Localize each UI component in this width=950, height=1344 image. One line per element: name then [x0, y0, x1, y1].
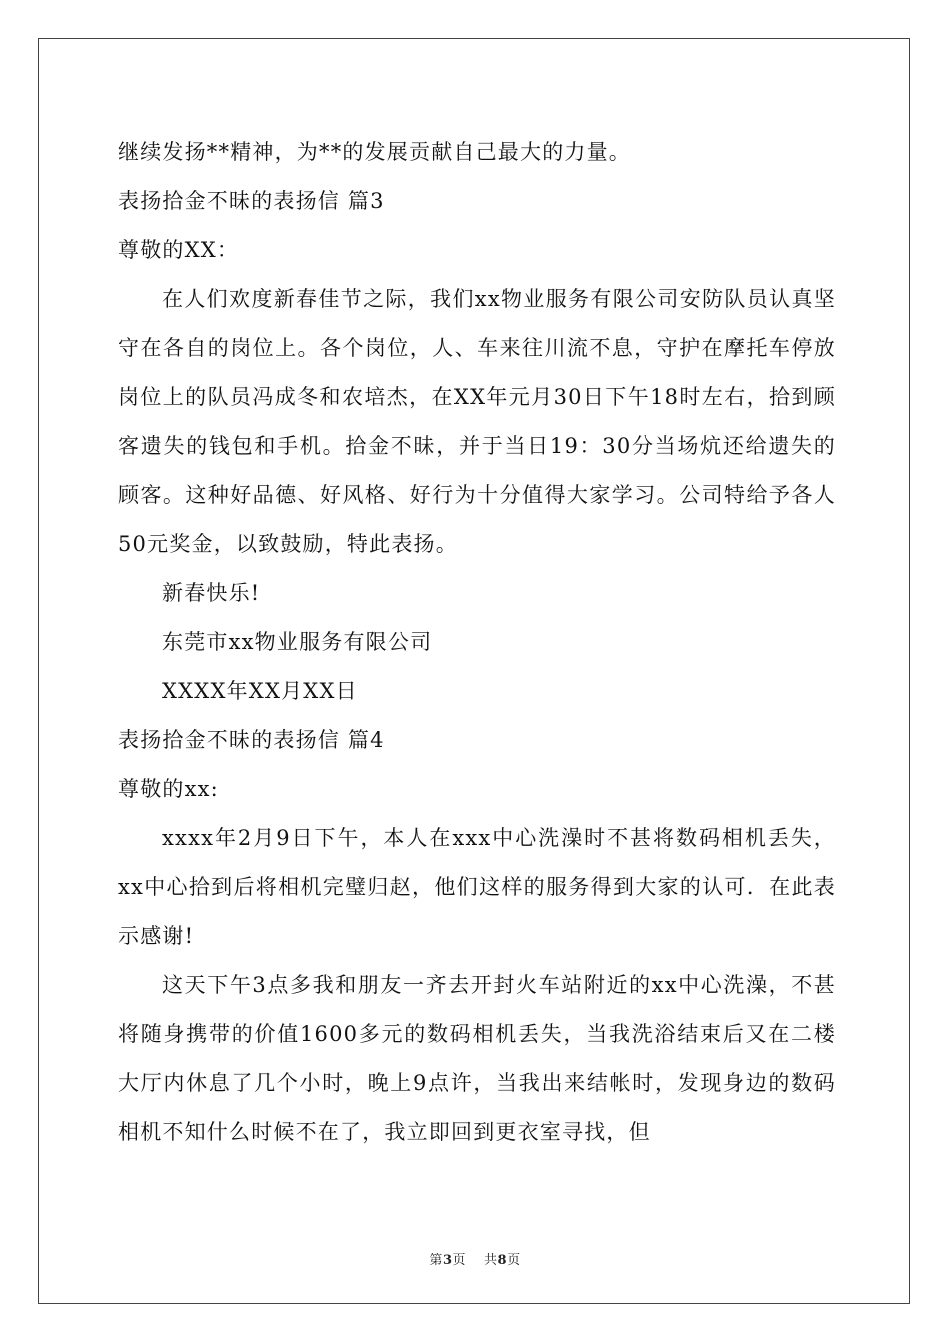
section4-salutation: 尊敬的xx:: [118, 777, 219, 801]
document-body: [118, 128, 836, 1157]
section3-heading: 表扬拾金不昧的表扬信 篇3: [118, 189, 385, 213]
section3-salutation: 尊敬的XX：: [118, 238, 240, 262]
section3-signature: 东莞市xx物业服务有限公司: [162, 630, 433, 654]
page-total: 8: [497, 1253, 508, 1268]
section3-date: XXXX年XX月XX日: [162, 679, 358, 703]
section3-paragraph: 在人们欢度新春佳节之际，我们xx物业服务有限公司安防队员认真坚守在各自的岗位上。各个岗位，人、车来往川流不息，守护在摩托车停放岗位上的队员冯成冬和农培杰，在XX年元月30日下午18时左右，拾到顾客遗失的钱包和手机。拾金不昧，并于当日19：30分当场炕还给遗失的顾客。这种好品德、好风格、好行为十分值得大家学习。公司特给予各人50元奖金，以致鼓励，特此表扬。: [118, 287, 836, 556]
section4-paragraph-2: 这天下午3点多我和朋友一齐去开封火车站附近的xx中心洗澡，不甚将随身携带的价值1600多元的数码相机丢失，当我洗浴结束后又在二楼大厅内休息了几个小时，晚上9点许，当我出来结帐时，发现身边的数码相机不知什么时候不在了，我立即回到更衣室寻找，但: [118, 973, 836, 1144]
page-current: 3: [442, 1253, 453, 1268]
section4-paragraph-1: xxxx年2月9日下午，本人在xxx中心洗澡时不甚将数码相机丢失，xx中心拾到后将相机完璧归赵，他们这样的服务得到大家的认可．在此表示感谢!: [118, 826, 836, 948]
total-unit: 页: [507, 1253, 521, 1268]
total-prefix: 共: [484, 1253, 498, 1268]
section3-greeting: 新春快乐!: [162, 581, 261, 605]
section4-heading: 表扬拾金不昧的表扬信 篇4: [118, 728, 385, 752]
page-prefix: 第: [429, 1253, 443, 1268]
continuation-line: 继续发扬**精神，为**的发展贡献自己最大的力量。: [118, 140, 631, 164]
page-footer: [0, 1249, 950, 1268]
page-unit: 页: [452, 1253, 466, 1268]
